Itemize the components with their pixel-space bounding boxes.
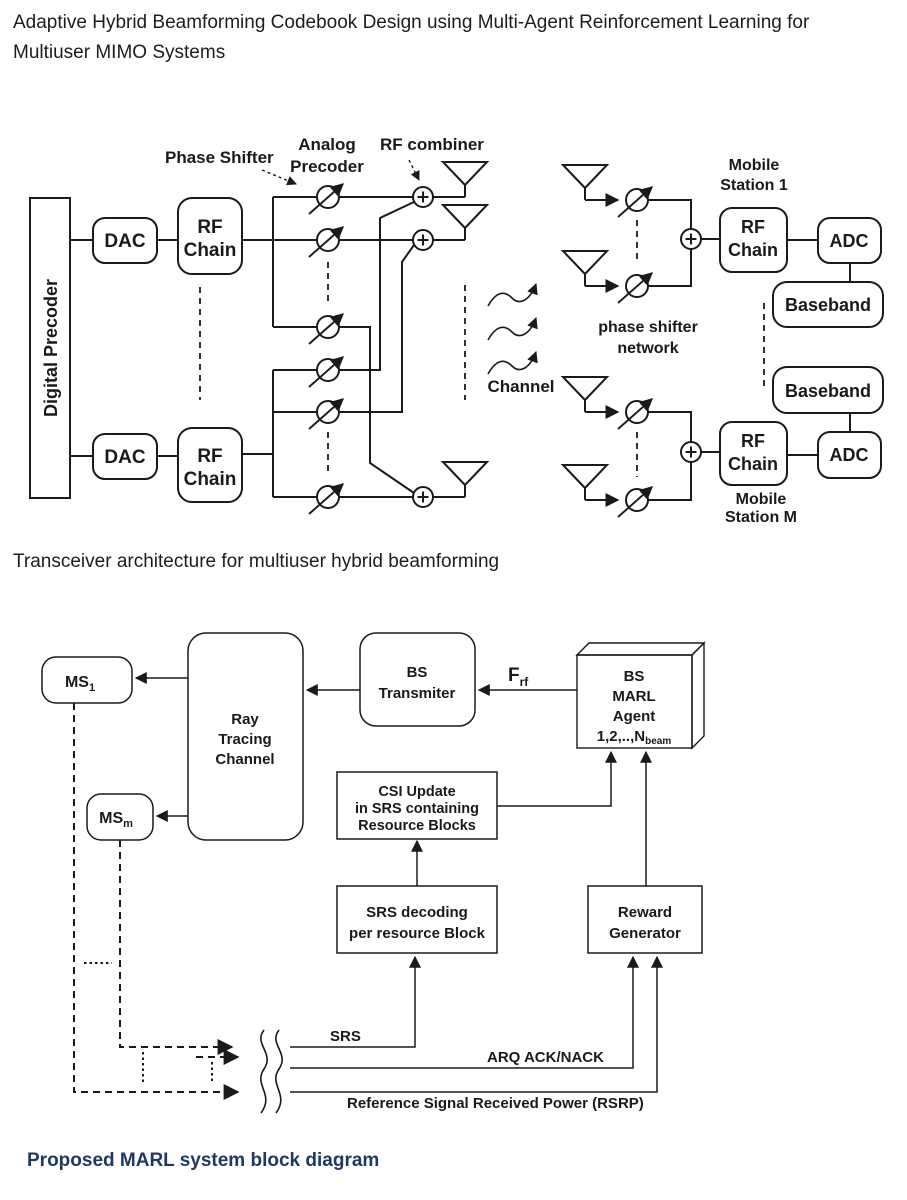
- bs-marl-agent-box: [577, 643, 704, 748]
- channel-region: [465, 284, 555, 400]
- rf-combiner-pointer-arrow: [409, 160, 419, 180]
- marl-agent-subscript: beam: [645, 736, 672, 747]
- rf-chain2-label: RF: [197, 446, 223, 467]
- rf-chain1-label2: Chain: [183, 240, 237, 261]
- ps-network-label: phase shifter: [598, 319, 698, 336]
- analog-precoder-label: Analog: [298, 135, 356, 154]
- paper-title-line2: Multiuser MIMO Systems: [13, 42, 226, 63]
- rx-antenna-icon: [563, 465, 607, 500]
- msm-subscript: m: [123, 818, 133, 830]
- rx1-adc-label: ADC: [829, 231, 869, 251]
- rx1-rf-chain-label: RF: [741, 217, 765, 237]
- ps-network-label2: network: [617, 340, 679, 357]
- rx1-rf-chain-label2: Chain: [727, 240, 779, 260]
- rx-antenna-icon: [563, 251, 607, 286]
- figure2-caption: Proposed MARL system block diagram: [27, 1150, 380, 1171]
- marl-agent-label: BS: [623, 668, 645, 685]
- rxM-adc-label: ADC: [829, 445, 869, 465]
- marl-agent-label3: Agent: [612, 708, 656, 725]
- channel-wave-arrow: [488, 284, 536, 306]
- tx-phase-shifter-icons: [309, 184, 343, 514]
- rx-antenna-icon: [563, 377, 607, 412]
- rx1-group: [563, 157, 883, 327]
- mobile-station-1-label: Mobile: [728, 157, 780, 174]
- rf-chain2-label2: Chain: [183, 469, 237, 490]
- csi-update-label2: in SRS containing: [354, 801, 480, 817]
- ray-tracing-channel-box: [188, 633, 303, 840]
- rx1-baseband-label: Baseband: [784, 295, 872, 315]
- srs-decoding-label2: per resource Block: [349, 925, 485, 942]
- rf-combiner-label: RF combiner: [380, 135, 484, 154]
- ms1-box: [42, 657, 132, 703]
- mobile-station-1-label2: Station 1: [720, 177, 788, 194]
- svg-text:1,2,..,Nbeam: [597, 728, 672, 747]
- csi-update-label: CSI Update: [378, 784, 456, 800]
- reward-generator-box: [588, 886, 702, 953]
- dac1-box: [93, 218, 157, 263]
- reward-generator-label: Reward: [617, 904, 673, 921]
- srs-decoding-label: SRS decoding: [366, 904, 468, 921]
- mobile-station-m-label2: Station M: [725, 509, 797, 526]
- digital-precoder-box: [30, 198, 70, 498]
- csi-update-box: [337, 772, 497, 839]
- f-rf-label: $F_{rf}$: [508, 665, 529, 689]
- reward-generator-label2: Generator: [609, 925, 681, 942]
- marl-agent-label2: MARL: [612, 688, 656, 705]
- msm-box: [87, 794, 153, 840]
- channel-wave-arrow: [488, 318, 536, 340]
- ray-tracing-label: Ray: [231, 711, 259, 728]
- dac1-label: DAC: [104, 231, 146, 252]
- rxM-baseband-label: Baseband: [784, 381, 872, 401]
- srs-decoding-box: [337, 886, 497, 953]
- paper-title-line1: Adaptive Hybrid Beamforming Codebook Design using Multi-Agent Reinforcement Learning for: [13, 12, 810, 33]
- tx-rf-combiner-icons: [413, 187, 433, 507]
- ms1-label: MS: [64, 674, 89, 691]
- air-interface-squiggle: [261, 1030, 282, 1113]
- rxM-rf-chain-label2: Chain: [727, 454, 779, 474]
- ray-tracing-label3: Channel: [215, 751, 275, 768]
- arq-edge-label: ARQ ACK/NACK: [487, 1049, 604, 1066]
- rxM-group: [563, 367, 883, 526]
- rxM-rf-chain-label: RF: [741, 431, 765, 451]
- csi-update-label3: Resource Blocks: [358, 818, 476, 834]
- dac2-label: DAC: [104, 447, 146, 468]
- phase-shifter-label: Phase Shifter: [165, 148, 274, 167]
- marl-agent-label4: 1,2,..,N: [596, 728, 646, 745]
- digital-precoder-label: Digital Precoder: [41, 278, 61, 418]
- bs-transmitter-box: [360, 633, 475, 726]
- rf-chain1-label: RF: [197, 217, 223, 238]
- channel-label: Channel: [487, 377, 555, 396]
- figure1-caption: Transceiver architecture for multiuser hybrid beamforming: [13, 551, 500, 572]
- channel-wave-arrow: [488, 352, 536, 374]
- marl-system-diagram: [0, 615, 907, 1160]
- analog-precoder-label2: Precoder: [290, 157, 364, 176]
- transceiver-architecture-diagram: [0, 130, 907, 555]
- ray-tracing-label2: Tracing: [218, 731, 272, 748]
- bs-transmitter-label2: Transmiter: [378, 685, 456, 702]
- mobile-station-m-label: Mobile: [735, 491, 787, 508]
- dac2-box: [93, 434, 157, 479]
- bs-transmitter-label: BS: [406, 664, 428, 681]
- srs-edge-label: SRS: [330, 1028, 361, 1045]
- msm-label: MS: [99, 810, 124, 827]
- paper-title: [13, 8, 873, 68]
- rf-chain1-box: [178, 198, 242, 274]
- rsrp-edge-label: Reference Signal Received Power (RSRP): [347, 1095, 644, 1112]
- rf-chain2-box: [178, 428, 242, 502]
- ms1-subscript: 1: [88, 682, 96, 694]
- rx-antenna-icon: [563, 165, 607, 200]
